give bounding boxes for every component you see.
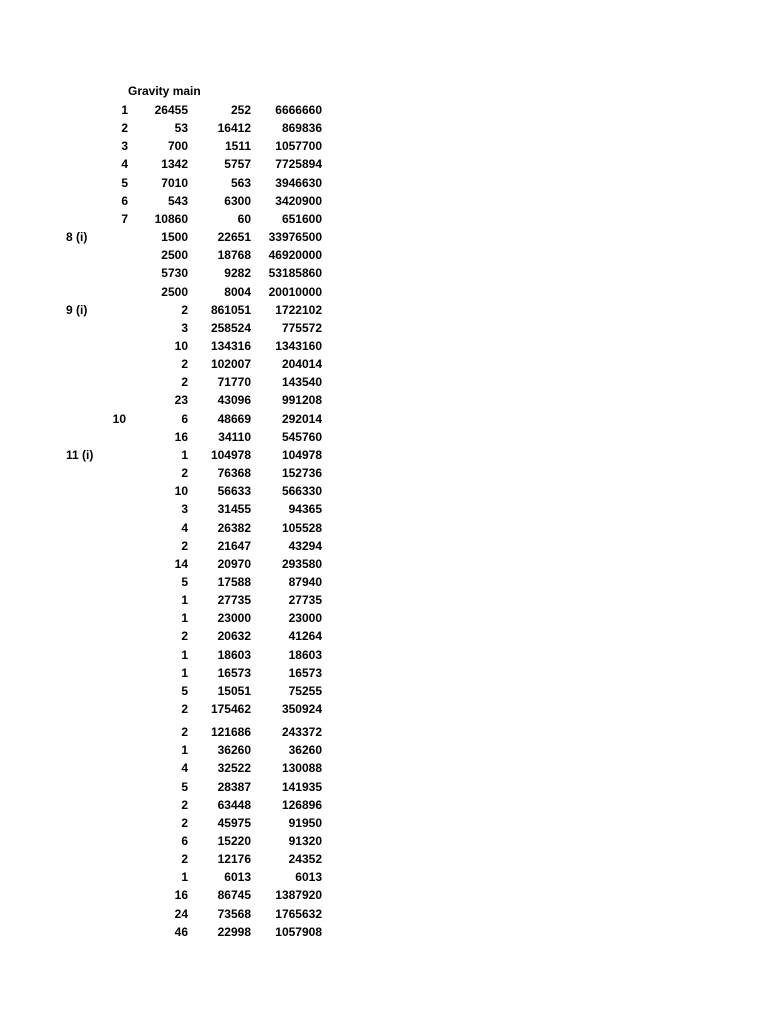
rate-cell: 121686	[210, 725, 251, 740]
table-row	[0, 500, 340, 518]
rate-cell: 6013	[224, 870, 251, 885]
quantity-cell: 2500	[161, 248, 188, 263]
quantity-cell: 1	[181, 593, 188, 607]
amount-cell: 204014	[281, 357, 322, 372]
rate-cell: 36260	[217, 743, 251, 758]
rate-cell: 76368	[217, 466, 251, 480]
row-label: 11 (i)	[66, 447, 94, 462]
quantity-cell: 1342	[161, 157, 188, 172]
quantity-cell: 6	[181, 411, 188, 426]
amount-cell: 87940	[288, 574, 322, 589]
amount-cell: 350924	[281, 701, 322, 716]
rate-cell: 63448	[217, 797, 251, 812]
amount-cell: 143540	[281, 375, 322, 390]
table-row	[0, 646, 340, 664]
amount-cell: 292014	[281, 411, 322, 426]
table-row	[0, 741, 340, 759]
table-row	[0, 464, 340, 482]
table-row	[0, 778, 340, 796]
amount-cell: 94365	[288, 502, 322, 517]
rate-cell: 60	[237, 211, 251, 226]
quantity-cell: 2	[181, 701, 188, 716]
row-number: 1	[121, 103, 128, 117]
quantity-cell: 14	[174, 556, 188, 571]
table-row	[0, 759, 340, 777]
amount-cell: 991208	[281, 393, 322, 408]
amount-cell: 53185860	[268, 266, 322, 281]
quantity-cell: 1	[181, 665, 188, 680]
amount-cell: 36260	[288, 743, 322, 758]
quantity-cell: 1	[181, 743, 188, 758]
rate-cell: 18768	[217, 248, 251, 263]
amount-cell: 775572	[281, 320, 322, 335]
rate-cell: 134316	[210, 338, 251, 353]
quantity-cell: 2	[181, 852, 188, 867]
rate-cell: 16573	[217, 665, 251, 680]
quantity-cell: 5730	[161, 266, 188, 281]
table-row	[0, 192, 340, 210]
amount-cell: 20010000	[268, 284, 322, 299]
table-row	[0, 137, 340, 155]
rate-cell: 861051	[210, 302, 251, 317]
quantity-cell: 4	[181, 761, 188, 776]
amount-cell: 43294	[288, 538, 322, 553]
quantity-cell: 2500	[161, 284, 188, 299]
rate-cell: 32522	[217, 761, 251, 776]
table-row	[0, 482, 340, 500]
table-row	[0, 319, 340, 337]
quantity-cell: 1	[181, 647, 188, 662]
amount-cell: 105528	[281, 520, 322, 535]
table-row	[0, 337, 340, 355]
amount-cell: 3946630	[275, 175, 322, 190]
amount-cell: 91320	[288, 834, 322, 848]
rate-cell: 16412	[217, 121, 251, 136]
rate-cell: 104978	[210, 447, 251, 462]
rate-cell: 17588	[217, 574, 251, 589]
amount-cell: 16573	[288, 665, 322, 680]
row-number: 3	[121, 139, 128, 154]
table-row	[0, 373, 340, 391]
quantity-cell: 26455	[154, 103, 188, 117]
rate-cell: 31455	[217, 502, 251, 517]
row-number: 7	[121, 211, 128, 226]
table-row	[0, 573, 340, 591]
quantity-cell: 5	[181, 779, 188, 794]
table-row	[0, 850, 340, 868]
table-row	[0, 391, 340, 409]
amount-cell: 243372	[281, 725, 322, 740]
table-row	[0, 101, 340, 119]
table-row	[0, 796, 340, 814]
table-row	[0, 355, 340, 373]
rate-cell: 34110	[218, 429, 251, 444]
amount-cell: 126896	[281, 797, 322, 812]
row-label: 9 (i)	[66, 302, 88, 317]
table-row	[0, 609, 340, 627]
rate-cell: 20632	[217, 629, 251, 644]
table-row	[0, 174, 340, 192]
quantity-cell: 10860	[154, 211, 188, 226]
rate-cell: 8004	[224, 284, 251, 299]
row-number: 10	[112, 411, 126, 426]
rate-cell: 23000	[217, 611, 251, 626]
amount-cell: 104978	[281, 447, 322, 462]
rate-cell: 22651	[217, 230, 251, 244]
quantity-cell: 1	[181, 870, 188, 885]
amount-cell: 3420900	[275, 193, 322, 208]
rate-cell: 5757	[224, 157, 251, 172]
quantity-cell: 23	[174, 393, 188, 408]
rate-cell: 48669	[217, 411, 251, 426]
row-label: 8 (i)	[66, 230, 88, 244]
amount-cell: 41264	[288, 629, 322, 644]
amount-cell: 18603	[288, 647, 322, 662]
amount-cell: 91950	[288, 815, 322, 830]
table-row	[0, 627, 340, 645]
quantity-cell: 53	[174, 121, 188, 136]
table-row	[0, 246, 340, 264]
table-row	[0, 905, 340, 923]
amount-cell: 23000	[288, 611, 322, 626]
table-row	[0, 682, 340, 700]
quantity-cell: 16	[174, 888, 188, 903]
quantity-cell: 2	[181, 357, 188, 372]
rate-cell: 6300	[224, 193, 251, 208]
amount-cell: 46920000	[268, 248, 322, 263]
amount-cell: 1057908	[275, 924, 322, 939]
table-row	[0, 301, 340, 319]
amount-cell: 293580	[281, 556, 322, 571]
rate-cell: 26382	[217, 520, 251, 535]
table-row	[0, 428, 340, 446]
table-row	[0, 555, 340, 573]
amount-cell: 7725894	[275, 157, 322, 172]
rate-cell: 18603	[217, 647, 251, 662]
amount-cell: 545760	[281, 429, 322, 444]
rate-cell: 12176	[217, 852, 251, 867]
amount-cell: 1722102	[275, 302, 322, 317]
row-number: 5	[121, 175, 128, 190]
table-row	[0, 446, 340, 464]
rate-cell: 20970	[217, 556, 251, 571]
table-row	[0, 868, 340, 886]
quantity-cell: 2	[181, 725, 188, 740]
table-row	[0, 700, 340, 718]
rate-cell: 563	[230, 175, 251, 190]
row-number: 2	[121, 121, 128, 136]
rate-cell: 252	[230, 103, 251, 117]
table-row	[0, 723, 340, 741]
rate-cell: 22998	[217, 924, 251, 939]
quantity-cell: 5	[181, 574, 188, 589]
rate-cell: 45975	[217, 815, 251, 830]
quantity-cell: 3	[181, 502, 188, 517]
quantity-cell: 16	[174, 429, 188, 444]
table-row	[0, 228, 340, 246]
row-number: 6	[121, 193, 128, 208]
table-row	[0, 886, 340, 904]
amount-cell: 6013	[295, 870, 322, 885]
quantity-cell: 46	[174, 924, 188, 939]
amount-cell: 152736	[281, 466, 322, 480]
quantity-cell: 1	[181, 611, 188, 626]
amount-cell: 566330	[281, 484, 322, 499]
quantity-cell: 543	[167, 193, 188, 208]
table-row	[0, 832, 340, 850]
row-number: 4	[121, 157, 128, 172]
rate-cell: 21647	[217, 538, 251, 553]
quantity-cell: 6	[181, 834, 188, 848]
table-row	[0, 155, 340, 173]
rate-cell: 56633	[217, 484, 251, 499]
amount-cell: 6666660	[275, 103, 322, 117]
table-row	[0, 814, 340, 832]
amount-cell: 1387920	[275, 888, 322, 903]
amount-cell: 1343160	[275, 338, 322, 353]
sheet-title: Gravity main	[128, 84, 201, 98]
quantity-cell: 2	[181, 797, 188, 812]
table-row	[0, 664, 340, 682]
amount-cell: 1057700	[275, 139, 322, 154]
table-row	[0, 519, 340, 537]
rate-cell: 258524	[210, 320, 251, 335]
rate-cell: 15220	[217, 834, 251, 848]
rate-cell: 73568	[217, 906, 251, 921]
quantity-cell: 5	[181, 683, 188, 698]
amount-cell: 27735	[288, 593, 322, 607]
quantity-cell: 1	[181, 447, 188, 462]
quantity-cell: 2	[181, 629, 188, 644]
rate-cell: 175462	[210, 701, 251, 716]
rate-cell: 71770	[217, 375, 251, 390]
amount-cell: 869836	[281, 121, 322, 136]
amount-cell: 651600	[281, 211, 322, 226]
table-row	[0, 410, 340, 428]
table-row	[0, 119, 340, 137]
rate-cell: 43096	[217, 393, 251, 408]
quantity-cell: 2	[181, 466, 188, 480]
quantity-cell: 10	[174, 484, 188, 499]
quantity-cell: 2	[181, 815, 188, 830]
amount-cell: 130088	[281, 761, 322, 776]
quantity-cell: 2	[181, 538, 188, 553]
amount-cell: 24352	[288, 852, 322, 867]
rate-cell: 28387	[217, 779, 251, 794]
amount-cell: 1765632	[275, 906, 322, 921]
table-row	[0, 591, 340, 609]
quantity-cell: 24	[174, 906, 188, 921]
rate-cell: 86745	[217, 888, 251, 903]
quantity-cell: 2	[181, 302, 188, 317]
rate-cell: 9282	[224, 266, 251, 281]
quantity-cell: 10	[174, 338, 188, 353]
amount-cell: 33976500	[268, 230, 322, 244]
rate-cell: 27735	[217, 593, 251, 607]
rate-cell: 15051	[217, 683, 251, 698]
amount-cell: 141935	[281, 779, 322, 794]
quantity-cell: 700	[167, 139, 188, 154]
table-row	[0, 923, 340, 941]
quantity-cell: 4	[181, 520, 188, 535]
table-row	[0, 537, 340, 555]
table-row	[0, 283, 340, 301]
quantity-cell: 2	[181, 375, 188, 390]
rate-cell: 1511	[224, 139, 251, 154]
rate-cell: 102007	[210, 357, 251, 372]
amount-cell: 75255	[288, 683, 322, 698]
table-row	[0, 210, 340, 228]
quantity-cell: 3	[181, 320, 188, 335]
table-row	[0, 264, 340, 282]
quantity-cell: 1500	[161, 230, 188, 244]
quantity-cell: 7010	[161, 175, 188, 190]
